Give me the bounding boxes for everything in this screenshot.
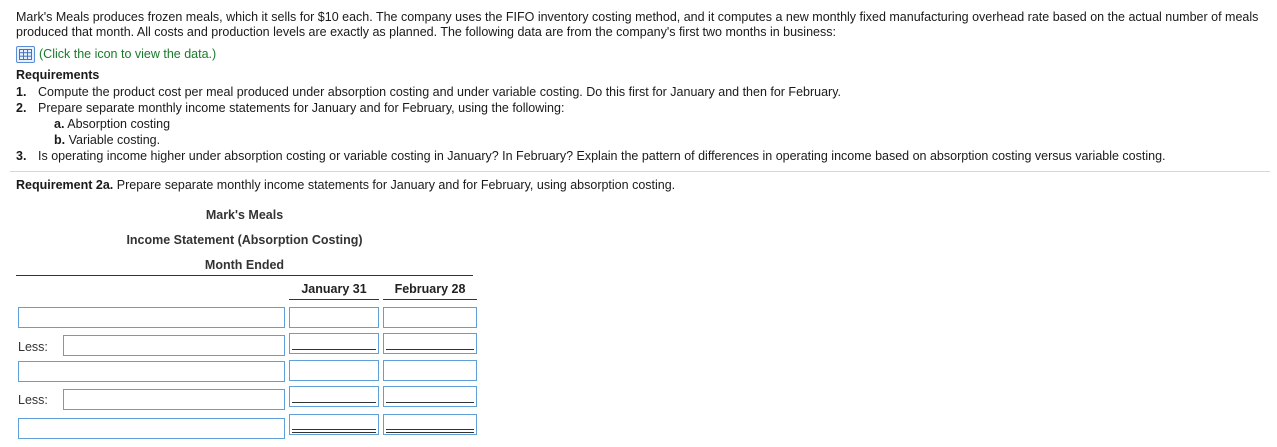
- requirement-text: Prepare separate monthly income statements for January and for February, using the following:: [38, 101, 565, 115]
- statement-title: Income Statement (Absorption Costing): [126, 233, 363, 247]
- problem-intro: Mark's Meals produces frozen meals, which it sells for $10 each. The company uses the FIFO inventory costing method, and it computes a new monthly fixed manufacturing overhead rate based on the actual number of meals produced that month. All costs and production levels are exactly as planned. The following data are from the company's first two months in business:: [16, 10, 1259, 39]
- double-total-rule: [386, 432, 474, 433]
- requirement-number: 1.: [16, 85, 27, 99]
- less-label: Less:: [18, 340, 48, 354]
- company-name: Mark's Meals: [205, 208, 284, 222]
- column-underline-february: [383, 299, 477, 300]
- requirement-3: [16, 148, 1266, 164]
- less-label: Less:: [18, 393, 48, 407]
- statement-label-input[interactable]: [18, 418, 285, 439]
- sub-text: Absorption costing: [67, 117, 171, 131]
- requirements-list: [16, 84, 1266, 164]
- requirement-number: 3.: [16, 149, 27, 163]
- table-grid-icon[interactable]: [16, 46, 35, 63]
- statement-period: Month Ended: [204, 258, 285, 272]
- requirement-text: Compute the product cost per meal produced under absorption costing and under variable costing. Do this first for January and then for February.: [38, 85, 841, 99]
- january-amount-input[interactable]: [289, 360, 379, 381]
- subtotal-rule: [292, 349, 376, 350]
- february-amount-input[interactable]: [383, 360, 477, 381]
- column-header-january: January 31: [301, 282, 367, 296]
- requirement-2a-label: Requirement 2a.: [16, 178, 114, 192]
- requirements-title: Requirements: [16, 68, 100, 82]
- column-underline-january: [289, 299, 379, 300]
- february-amount-input[interactable]: [383, 386, 477, 407]
- february-amount-input[interactable]: [383, 333, 477, 354]
- requirement-2b: [16, 132, 1266, 148]
- subtotal-rule: [292, 402, 376, 403]
- statement-label-input[interactable]: [18, 361, 285, 382]
- subtotal-rule: [386, 349, 474, 350]
- requirement-2: [16, 100, 1266, 116]
- sub-text: Variable costing.: [68, 133, 161, 147]
- statement-label-input[interactable]: [18, 307, 285, 328]
- requirement-2a-text: Prepare separate monthly income statements for January and for February, using absorption costing.: [116, 178, 676, 192]
- view-data-link[interactable]: [16, 45, 216, 63]
- double-total-rule: [386, 429, 474, 430]
- view-data-text[interactable]: (Click the icon to view the data.): [39, 47, 217, 61]
- double-total-rule: [292, 429, 376, 430]
- sub-label: b.: [54, 133, 66, 147]
- column-header-february: February 28: [394, 282, 466, 296]
- requirement-2a: [16, 116, 1266, 132]
- january-amount-input[interactable]: [289, 307, 379, 328]
- requirement-text: Is operating income higher under absorption costing or variable costing in January? In February? Explain the pattern of differences in operating income based on absorption costing versus variable costing.: [38, 149, 1166, 163]
- statement-label-input[interactable]: [63, 335, 285, 356]
- requirement-2a-instruction: [16, 178, 675, 192]
- requirement-1: [16, 84, 1266, 100]
- february-amount-input[interactable]: [383, 307, 477, 328]
- section-divider: [10, 171, 1270, 172]
- double-total-rule: [292, 432, 376, 433]
- statement-label-input[interactable]: [63, 389, 285, 410]
- sub-label: a.: [54, 117, 65, 131]
- january-amount-input[interactable]: [289, 386, 379, 407]
- subtotal-rule: [386, 402, 474, 403]
- requirement-number: 2.: [16, 101, 27, 115]
- january-amount-input[interactable]: [289, 333, 379, 354]
- header-rule: [16, 275, 473, 276]
